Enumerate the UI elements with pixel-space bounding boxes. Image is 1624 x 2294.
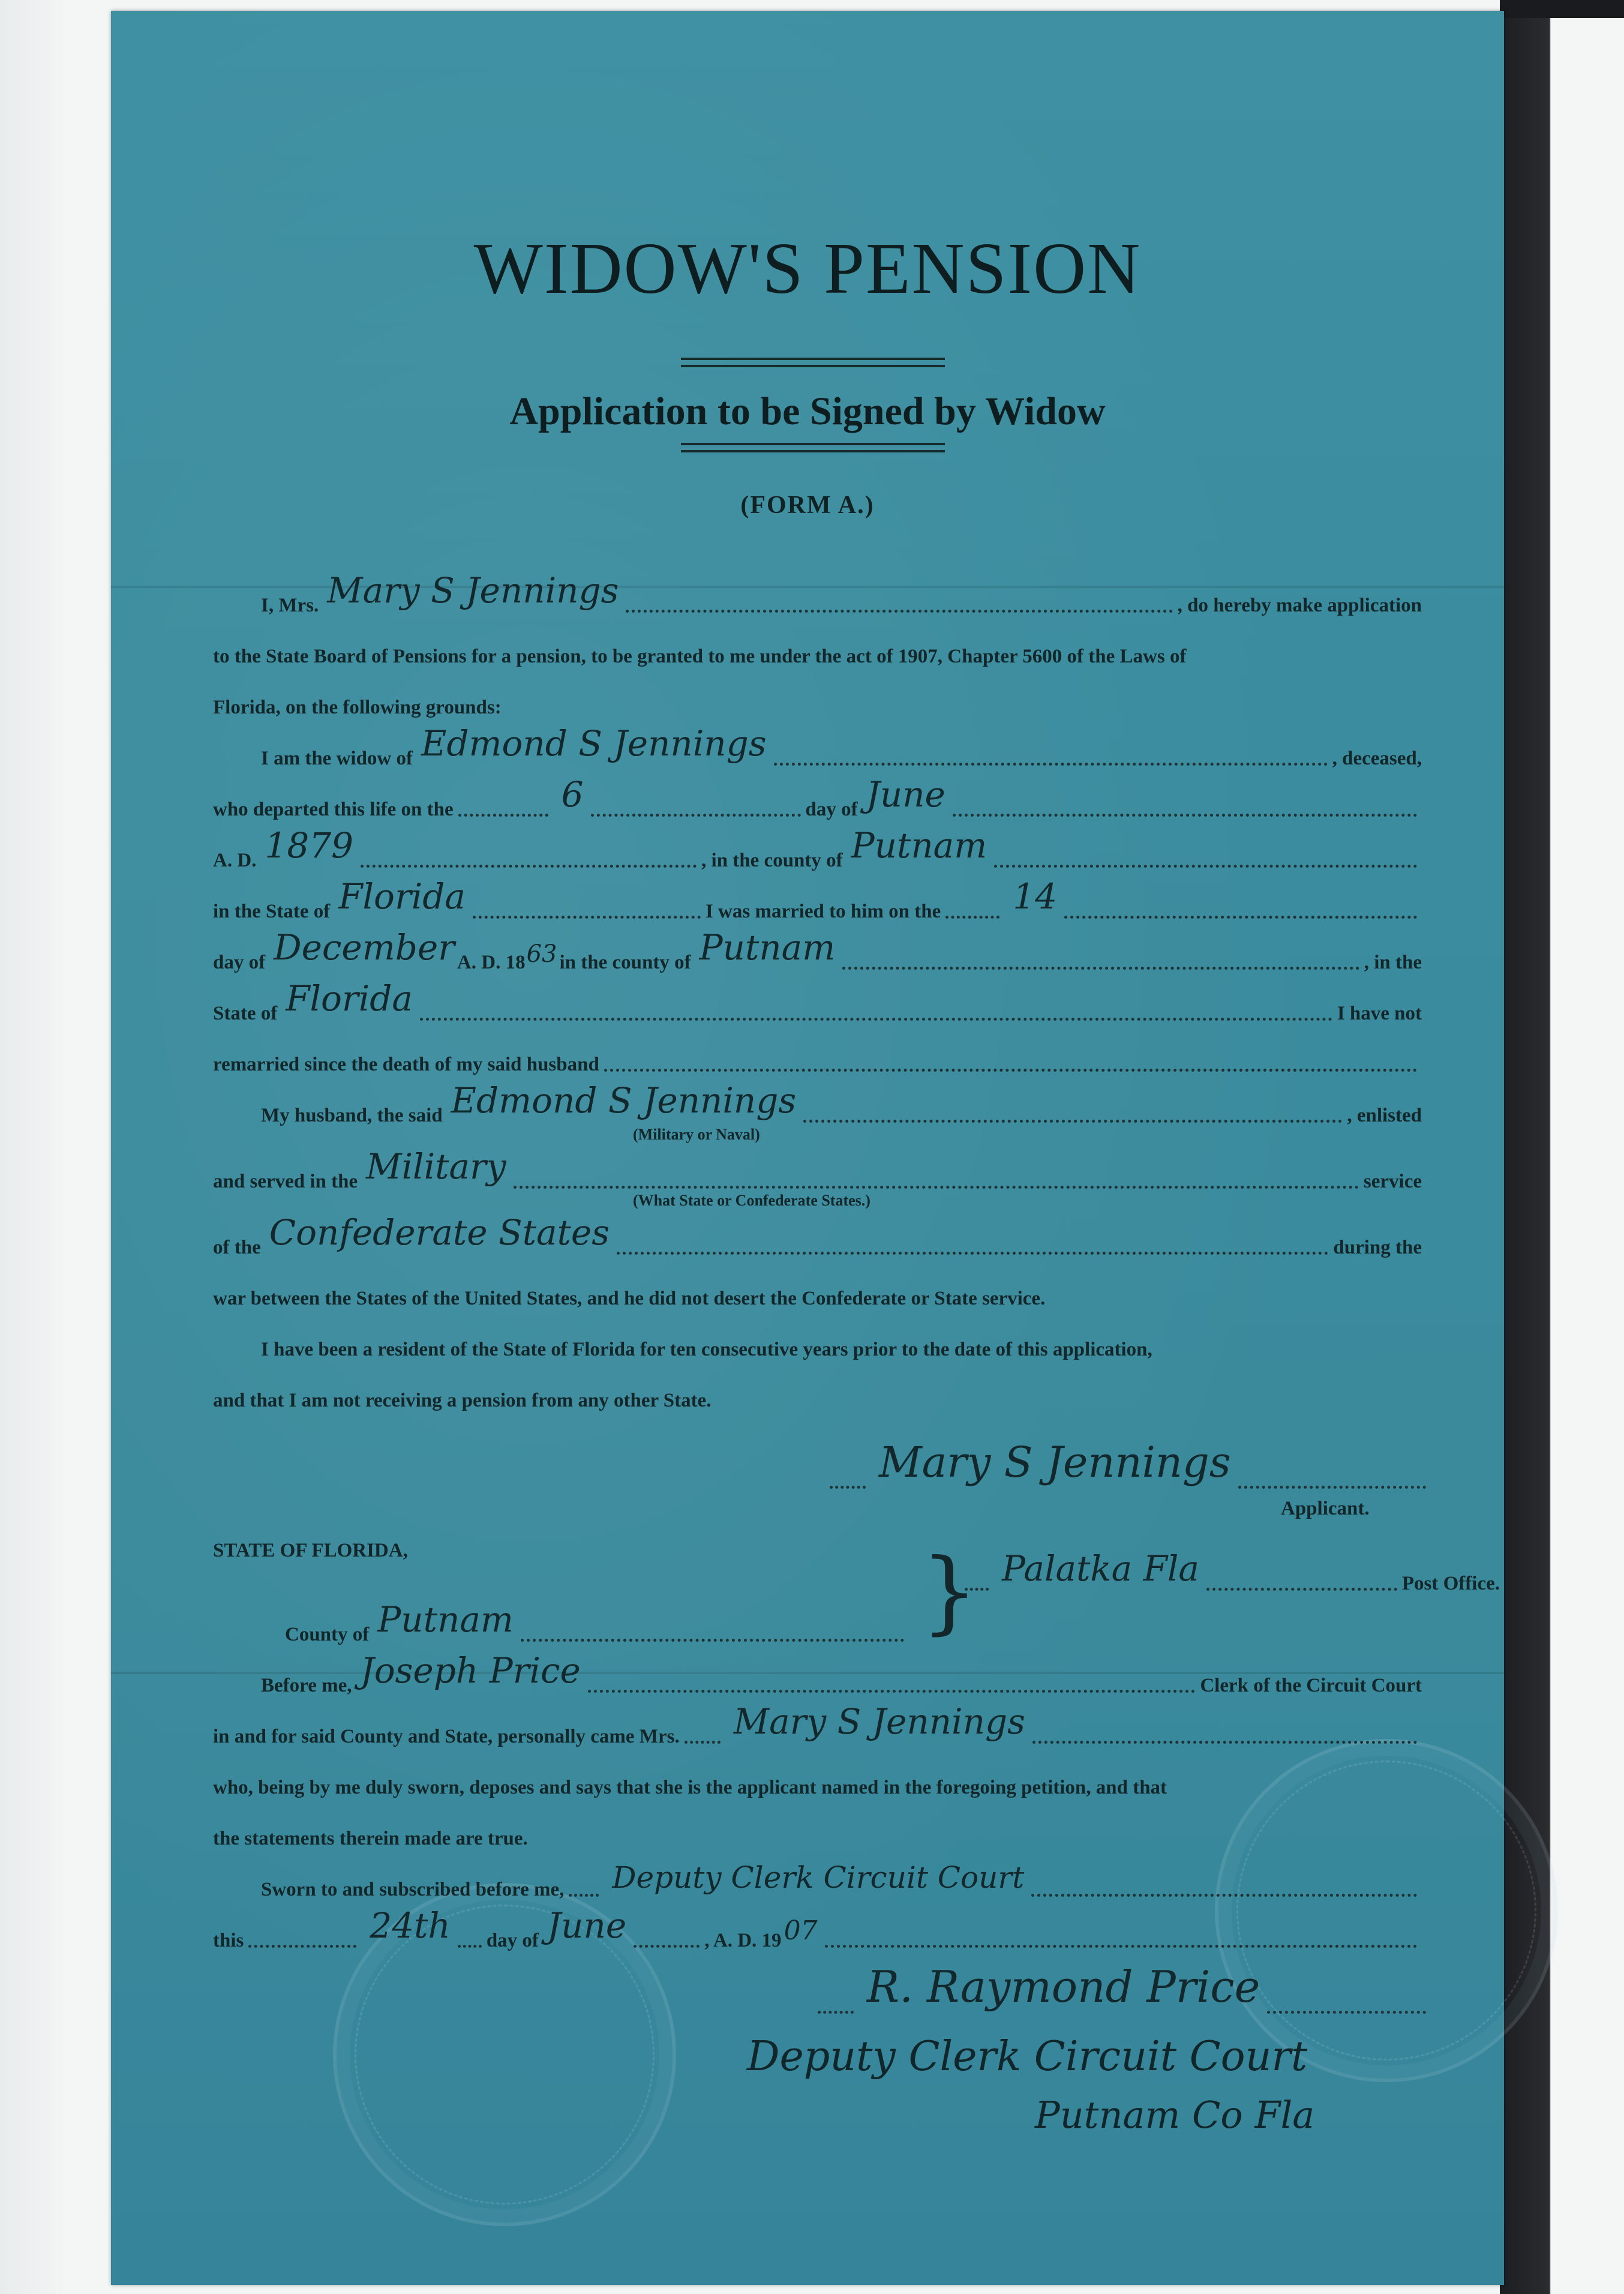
during-label: during the — [1333, 1237, 1422, 1258]
fill-line — [842, 967, 1359, 970]
remarried-line — [213, 1034, 1422, 1076]
fill-line — [953, 814, 1417, 817]
intro-text: to the State Board of Pensions for a pension, to be granted to me under the act of 1907, Chapter 5600 of the Laws of — [213, 646, 1187, 667]
deceased-label: , deceased, — [1332, 748, 1422, 769]
fill-line — [588, 1690, 1196, 1693]
sworn-date-line — [213, 1905, 1422, 1952]
ad-label: A. D. 18 — [457, 952, 526, 973]
fill-line — [634, 1945, 700, 1948]
pension-form-sheet — [111, 11, 1504, 2285]
intro-line-3 — [213, 677, 1422, 719]
intro-line-2 — [213, 626, 1422, 668]
fill-line — [685, 1741, 721, 1744]
post-office-field[interactable]: Palatka Fla — [1002, 1548, 1199, 1589]
applicant-name-field[interactable]: Mary S Jennings — [327, 570, 619, 611]
fill-line — [1064, 916, 1417, 919]
official-signature-line — [813, 1962, 1431, 2018]
fill-line — [1238, 1486, 1426, 1489]
fill-line — [569, 1894, 599, 1897]
title-rule — [681, 358, 945, 360]
service-husband-name-field[interactable]: Edmond S Jennings — [451, 1080, 797, 1121]
fill-line — [830, 1486, 866, 1489]
form-label: (FORM A.) — [740, 491, 875, 519]
sworn-text: the statements therein made are true. — [213, 1828, 528, 1849]
government-field[interactable]: Confederate States — [269, 1212, 610, 1253]
came-name-field[interactable]: Mary S Jennings — [733, 1701, 1025, 1742]
death-year-field[interactable]: 1879 — [265, 825, 354, 866]
state-of-florida-label: STATE OF FLORIDA, — [213, 1540, 408, 1561]
departed-line — [213, 774, 1422, 821]
war-text: war between the States of the United States, and he did not desert the Confederate or State service. — [213, 1288, 1046, 1309]
of-the-label: of the — [213, 1237, 261, 1258]
fill-line — [521, 1639, 904, 1642]
marriage-state-line — [213, 978, 1422, 1025]
county-line — [285, 1599, 909, 1646]
official-title-handwritten: Deputy Clerk Circuit Court — [747, 2033, 1308, 2080]
subscribed-by-field[interactable]: Deputy Clerk Circuit Court — [612, 1860, 1025, 1895]
fill-line — [965, 1588, 989, 1591]
fill-line — [420, 1018, 1332, 1021]
sworn-line-1 — [213, 1757, 1422, 1799]
official-signature[interactable]: R. Raymond Price — [867, 1962, 1260, 2012]
came-label: in and for said County and State, personally came Mrs. — [213, 1726, 680, 1747]
war-line — [213, 1268, 1422, 1310]
state-or-confederate-note: (What State or Confederate States.) — [633, 1192, 870, 1209]
title-rule — [681, 365, 945, 367]
fill-line — [473, 916, 701, 919]
page-subtitle: Application to be Signed by Widow — [509, 389, 1106, 433]
marriage-date-line — [213, 927, 1422, 974]
subscribed-line — [213, 1859, 1422, 1901]
scan-backdrop-top — [1500, 0, 1624, 18]
fill-line — [1032, 1741, 1417, 1744]
in-the-label: , in the — [1364, 952, 1422, 973]
served-line — [213, 1146, 1422, 1193]
fill-line — [514, 1186, 1359, 1189]
page-title: WIDOW'S PENSION — [473, 228, 1142, 309]
post-office-line — [960, 1548, 1500, 1595]
service-label: service — [1363, 1171, 1422, 1192]
widow-of-line — [213, 723, 1422, 770]
served-label: and served in the — [213, 1171, 358, 1192]
state-label: State of — [213, 1003, 278, 1024]
this-label: this — [213, 1930, 244, 1951]
fill-line — [591, 814, 801, 817]
death-day-field[interactable]: 6 — [561, 774, 584, 815]
fill-line — [617, 1252, 1328, 1255]
residency-line-1 — [213, 1319, 1422, 1361]
intro-prefix: I, Mrs. — [261, 595, 319, 616]
subtitle-rule — [681, 450, 945, 452]
intro-suffix: , do hereby make application — [1177, 595, 1422, 616]
clerk-name-field[interactable]: Joseph Price — [360, 1650, 581, 1691]
marriage-year-field[interactable]: 63 — [526, 940, 557, 968]
death-state-field[interactable]: Florida — [338, 876, 466, 917]
ad-label: , A. D. 19 — [704, 1930, 782, 1951]
in-county-label: in the county of — [559, 952, 691, 973]
day-label: day of — [213, 952, 266, 973]
enlisted-label: , enlisted — [1347, 1105, 1422, 1126]
residency-text: I have been a resident of the State of Florida for ten consecutive years prior to the date of this application, — [261, 1339, 1152, 1360]
death-county-field[interactable]: Putnam — [851, 825, 987, 866]
sworn-text: who, being by me duly sworn, deposes and says that she is the applicant named in the foregoing petition, and that — [213, 1777, 1167, 1798]
applicant-signature-line — [825, 1438, 1431, 1493]
fill-line — [1267, 2011, 1426, 2014]
death-year-line — [213, 825, 1422, 872]
scan-backdrop-left — [0, 0, 66, 2294]
marriage-day-field[interactable]: 14 — [1013, 876, 1058, 917]
fill-line — [818, 2011, 854, 2014]
ad-label: A. D. — [213, 850, 257, 871]
husband-name-field[interactable]: Edmond S Jennings — [421, 723, 767, 764]
official-county-handwritten: Putnam Co Fla — [1035, 2093, 1315, 2137]
clerk-label: Clerk of the Circuit Court — [1200, 1675, 1422, 1696]
in-state-label: in the State of — [213, 901, 331, 922]
married-label: I was married to him on the — [705, 901, 941, 922]
affidavit-county-field[interactable]: Putnam — [377, 1599, 514, 1640]
fill-line — [1031, 1894, 1417, 1897]
sworn-month-field[interactable]: June — [547, 1905, 627, 1946]
fill-line — [825, 1945, 1417, 1948]
fill-line — [361, 865, 697, 868]
residency-text: and that I am not receiving a pension from any other State. — [213, 1390, 712, 1411]
fill-line — [994, 865, 1417, 868]
departed-label: who departed this life on the — [213, 799, 454, 820]
subtitle-rule — [681, 443, 945, 445]
have-not-label: I have not — [1337, 1003, 1422, 1024]
day-of-label: day of — [805, 799, 858, 820]
fill-line — [248, 1945, 356, 1948]
residency-line-2 — [213, 1370, 1422, 1412]
fill-line — [458, 814, 548, 817]
of-the-line — [213, 1212, 1422, 1259]
bracket-brace: } — [921, 1540, 978, 1644]
fill-line — [945, 916, 999, 919]
husband-label: My husband, the said — [261, 1105, 443, 1126]
branch-field[interactable]: Military — [366, 1146, 506, 1187]
before-me-line — [213, 1650, 1422, 1697]
remarried-label: remarried since the death of my said husband — [213, 1054, 599, 1075]
day-of-label: day of — [486, 1930, 539, 1951]
sworn-day-field[interactable]: 24th — [370, 1905, 451, 1946]
death-state-line — [213, 876, 1422, 923]
marriage-state-field[interactable]: Florida — [286, 978, 413, 1019]
sworn-year-field[interactable]: 07 — [784, 1915, 818, 1946]
post-office-label: Post Office. — [1401, 1573, 1500, 1594]
subscribed-label: Sworn to and subscribed before me, — [261, 1879, 565, 1900]
marriage-county-field[interactable]: Putnam — [699, 927, 836, 968]
came-line — [213, 1701, 1422, 1748]
fill-line — [604, 1069, 1417, 1072]
fill-line — [458, 1945, 482, 1948]
fill-line — [803, 1120, 1342, 1123]
husband-service-line — [213, 1080, 1422, 1127]
county-label: County of — [285, 1624, 370, 1645]
sworn-line-2 — [213, 1808, 1422, 1850]
intro-text: Florida, on the following grounds: — [213, 697, 502, 718]
in-county-label: , in the county of — [701, 850, 843, 871]
fill-line — [626, 610, 1172, 613]
applicant-signature[interactable]: Mary S Jennings — [879, 1438, 1231, 1487]
marriage-month-field[interactable]: December — [274, 927, 455, 968]
before-label: Before me, — [261, 1675, 352, 1696]
military-or-naval-note: (Military or Naval) — [633, 1126, 760, 1143]
applicant-label: Applicant. — [1281, 1498, 1370, 1519]
intro-line — [213, 570, 1422, 617]
death-month-field[interactable]: June — [866, 774, 945, 815]
fill-line — [1206, 1588, 1397, 1591]
fill-line — [774, 763, 1328, 766]
widow-of-label: I am the widow of — [261, 748, 413, 769]
